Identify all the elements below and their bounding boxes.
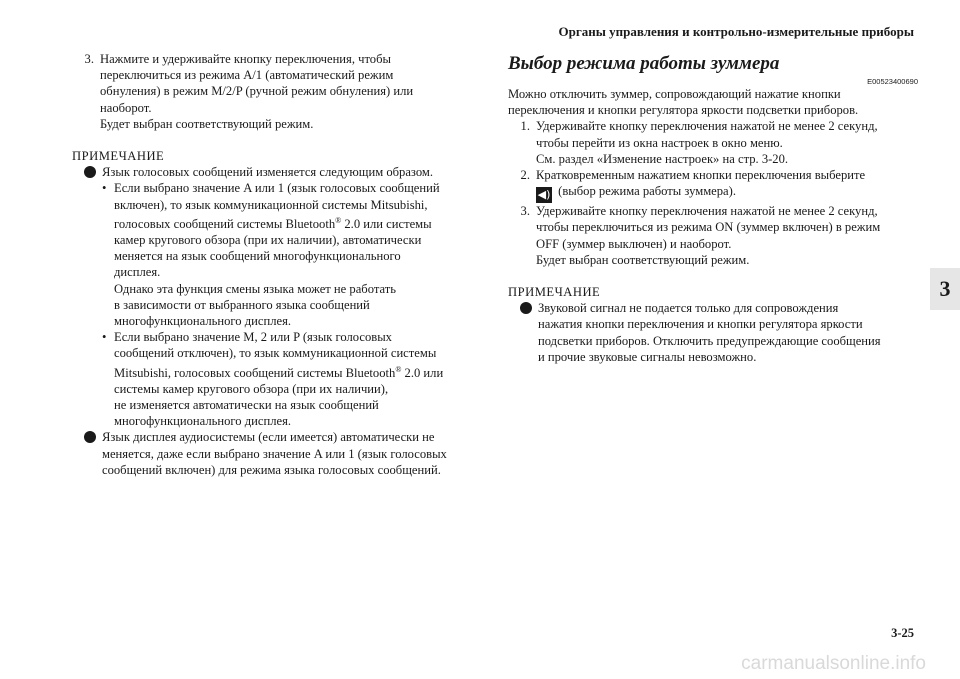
sub-bullet-mark: •: [102, 181, 107, 196]
text-line: Если выбрано значение A или 1 (язык голосовых сообщений: [114, 181, 440, 196]
text-line: Кратковременным нажатием кнопки переключения выберите: [536, 168, 866, 183]
page-header: Органы управления и контрольно-измерительные приборы: [558, 24, 914, 39]
step-number: 2.: [520, 168, 530, 183]
text-line: См. раздел «Изменение настроек» на стр. 3-20.: [536, 151, 789, 166]
text-line: включен), то язык коммуникационной системы Mitsubishi,: [114, 197, 428, 212]
note-heading: ПРИМЕЧАНИЕ: [72, 149, 165, 164]
text-line: наоборот.: [100, 100, 152, 115]
text-line: чтобы перейти из окна настроек в окно меню.: [536, 135, 783, 150]
text-line: подсветки приборов. Отключить предупреждающие сообщения: [538, 333, 881, 348]
right-column: [508, 51, 918, 365]
right-step-2: [508, 167, 918, 203]
sub-bullet-mark: •: [102, 330, 107, 345]
text-line: Звуковой сигнал не подается только для сопровождения: [538, 301, 839, 316]
registered-mark: ®: [395, 364, 402, 374]
step-number: 1.: [520, 119, 530, 134]
text-line: в зависимости от выбранного языка сообщений: [114, 297, 370, 312]
right-step-1: [508, 118, 918, 167]
note-heading: ПРИМЕЧАНИЕ: [508, 285, 601, 300]
text-line: переключения и кнопки регулятора яркости подсветки приборов.: [508, 103, 859, 118]
section-code: E00523400690: [867, 77, 918, 86]
text-line: меняется на язык сообщений многофункционального: [114, 249, 401, 264]
bullet-dot-icon: [84, 431, 96, 443]
step-text: [100, 51, 482, 132]
text-line: и прочие звуковые сигналы невозможно.: [538, 349, 757, 364]
section-title: Выбор режима работы зуммера: [508, 53, 780, 74]
text-line: [114, 362, 482, 381]
text-line: OFF (зуммер выключен) и наоборот.: [536, 236, 732, 251]
step-number: 3.: [84, 52, 94, 66]
text-line: сообщений отключен), то язык коммуникационной системы: [114, 346, 437, 361]
sub-item: [102, 180, 482, 329]
text-line: обнуления) в режим M/2/P (ручной режим обнуления) или: [100, 84, 414, 99]
text-line: Однако эта функция смены языка может не работать: [114, 281, 397, 296]
note-bullet: [72, 429, 482, 478]
text-line: меняется, даже если выбрано значение A или 1 (язык голосовых: [102, 446, 447, 461]
text-line: дисплея.: [114, 265, 161, 280]
text-line: [114, 213, 482, 232]
text-fragment: голосовых сообщений системы Bluetooth: [114, 216, 336, 231]
text-line: камер кругового обзора (при их наличии), автоматически: [114, 233, 422, 248]
sub-item: [102, 329, 482, 429]
text-line: Будет выбран соответствующий режим.: [100, 116, 314, 131]
watermark: carmanualsonline.info: [741, 653, 926, 674]
chapter-tab: 3: [930, 268, 960, 310]
text-line: Если выбрано значение M, 2 или P (язык голосовых: [114, 330, 392, 345]
text-fragment: 2.0 или системы: [341, 216, 432, 231]
bullet-text: Язык голосовых сообщений изменяется следующим образом.: [102, 165, 434, 180]
note-bullet: [508, 300, 918, 365]
text-line: чтобы переключиться из режима ON (зуммер включен) в режим: [536, 220, 881, 235]
text-fragment: 2.0 или: [401, 365, 444, 380]
text-line: Язык дисплея аудиосистемы (если имеется) автоматически не: [102, 430, 435, 445]
left-step-3: [72, 51, 482, 132]
left-column: [72, 51, 482, 478]
note-bullet: [72, 164, 482, 180]
bullet-dot-icon: [84, 166, 96, 178]
text-line: Удерживайте кнопку переключения нажатой не менее 2 секунд,: [536, 204, 878, 219]
text-line: многофункционального дисплея.: [114, 414, 292, 429]
text-line: [536, 183, 918, 203]
text-line: сообщений включен) для режима языка голосовых сообщений.: [102, 462, 441, 477]
registered-mark: ®: [335, 215, 342, 225]
page-number: 3-25: [891, 626, 914, 640]
text-line: Нажмите и удерживайте кнопку переключения, чтобы: [100, 52, 391, 66]
text-line: Удерживайте кнопку переключения нажатой не менее 2 секунд,: [536, 119, 878, 134]
text-fragment: Mitsubishi, голосовых сообщений системы Bluetooth: [114, 365, 396, 380]
text-line: переключиться из режима A/1 (автоматический режим: [100, 68, 394, 83]
text-line: многофункционального дисплея.: [114, 314, 292, 329]
text-line: Будет выбран соответствующий режим.: [536, 252, 750, 267]
step-number: 3.: [520, 204, 530, 219]
text-line: нажатия кнопки переключения и кнопки регулятора яркости: [538, 317, 863, 332]
text-line: не изменяется автоматически на язык сообщений: [114, 398, 379, 413]
text-line: Можно отключить зуммер, сопровождающий нажатие кнопки: [508, 87, 841, 101]
text-fragment: (выбор режима работы зуммера).: [555, 184, 736, 199]
right-step-3: [508, 203, 918, 268]
bullet-dot-icon: [520, 302, 532, 314]
text-line: системы камер кругового обзора (при их наличии),: [114, 381, 389, 396]
speaker-icon: ◀): [537, 188, 551, 202]
